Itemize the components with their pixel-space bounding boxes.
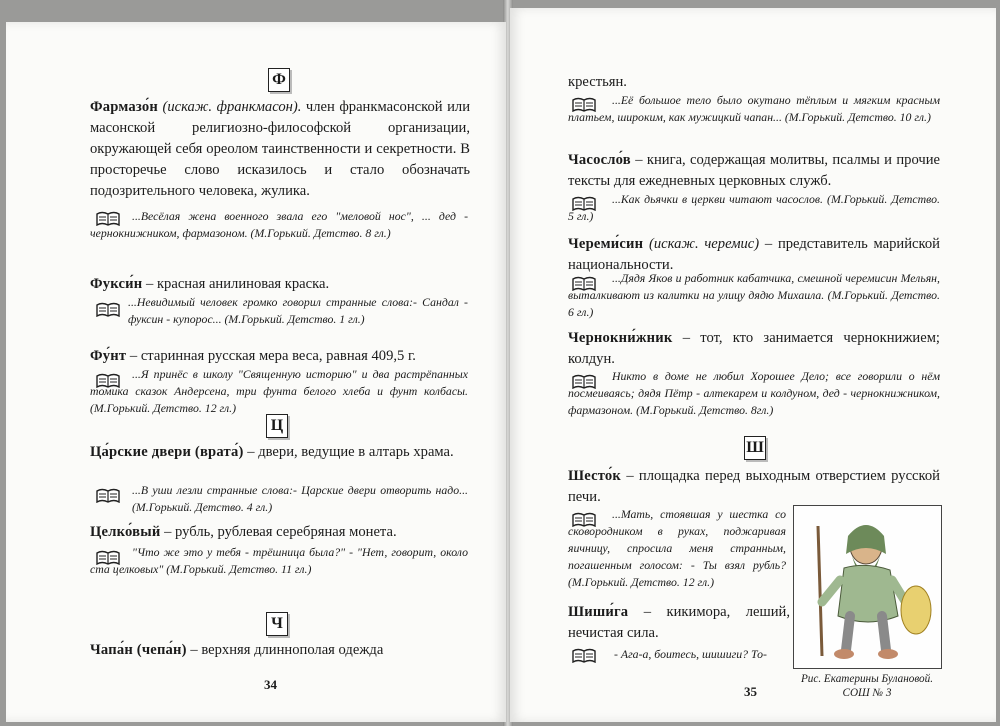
definition-chapan: – верхняя длиннополая одежда (186, 642, 384, 658)
note-farmazon: (искаж. франкмасон). (157, 99, 306, 115)
drop-cap-ch: Ч (266, 612, 288, 636)
open-book-icon (572, 648, 596, 663)
page-number-left: 34 (264, 677, 277, 692)
term-farmazon: Фармазо́н (90, 99, 158, 115)
definition-funt: – старинная русская мера веса, равная 409,5 г. (126, 348, 416, 364)
quote-shestok: ...Мать, стоявшая у шестка со сковородником в руках, поджаривая яичницу, спросила меня странным, погашенным голосом: - Ты взял рубль? (М.Горький. Детство. 12 гл.) (568, 507, 786, 589)
definition-chasoslov: – книга, содержащая молитвы, псалмы и прочие тексты для ежедневных церковных служб. (568, 152, 940, 189)
term-chapan: Чапа́н (чепа́н) (90, 642, 187, 658)
term-tsarskie-dveri: Ца́рские двери (врата́) (90, 444, 244, 460)
quote-farmazon: ...Весёлая жена военного звала его "меловой нос", ... дед - чернокнижником, фармазоном. (М.Горький. Детство. 8 гл.) (90, 209, 468, 240)
term-shishiga: Шиши́га (568, 604, 629, 620)
definition-shishiga: – кикимора, леший, нечистая сила. (568, 604, 790, 641)
illustration-frame (793, 505, 942, 669)
illustration-caption (792, 672, 942, 700)
page-number-right: 35 (744, 684, 757, 699)
illustration-old-man (794, 506, 941, 668)
drop-cap-ts: Ц (266, 414, 288, 438)
open-book-icon (96, 302, 120, 317)
entry-chasoslov (568, 150, 940, 192)
entry-tselkovy (90, 522, 470, 543)
term-chernoknizhnik: Чернокни́жник (568, 330, 673, 346)
open-book-icon (96, 488, 120, 503)
quote-funt: ...Я принёс в школу "Священную историю" и два растрёпанных томика сказок Андерсена, три фунта белого хлеба и фунт колбасы. (М.Горький. Детство. 12 гл.) (90, 367, 468, 415)
right-page (510, 8, 996, 722)
note-cheremisin: (искаж. черемис) (643, 236, 765, 252)
term-funt: Фу́нт (90, 348, 127, 364)
quote-fuksin: ...Невидимый человек громко говорил странные слова:- Сандал - фуксин - купорос... (М.Горький. Детство. 1 гл.) (128, 295, 468, 326)
drop-cap-sh: Ш (744, 436, 766, 460)
quote-chasoslov: ...Как дьячки в церкви читают часослов. (М.Горький. Детство. 5 гл.) (568, 192, 940, 223)
chapan-continuation: крестьян. (568, 74, 627, 90)
drop-cap-f: Ф (268, 68, 290, 92)
term-cheremisin: Череми́син (568, 236, 644, 252)
definition-tsarskie-dveri: – двери, ведущие в алтарь храма. (243, 444, 454, 460)
entry-shestok (568, 466, 940, 508)
entry-chapan (90, 640, 470, 661)
definition-farmazon: член франкмасонской или масонской религиозно-философской организации, окружающей себя ореолом таинственности и секретности. В просторечье слово исказилось и стало обозначать подозрительного человека, жулика. (90, 99, 471, 199)
quote-tsarskie-dveri: ...В уши лезли странные слова:- Царские двери отворить надо... (М.Горький. Детство. 4 гл.) (132, 483, 468, 514)
term-fuksin: Фукси́н (90, 276, 143, 292)
definition-chernoknizhnik: – тот, кто занимается чернокнижием; колдун. (568, 330, 940, 367)
quote-tselkovy: "Что же это у тебя - трёшница была?" - "Нет, говорит, около ста целковых" (М.Горький. Детство. 11 гл.) (90, 545, 468, 576)
quote-shishiga: - Ага-а, боитесь, шишиги? То- (614, 647, 767, 661)
definition-cheremisin: – представитель марийской национальности. (568, 236, 940, 273)
entry-tsarskie-dveri (90, 442, 470, 463)
caption-author: Рис. Екатерины Булановой. (800, 673, 934, 685)
quote-chapan: ...Её большое тело было окутано тёплым и мягким красным платьем, широким, как мужицкий чапан... (М.Горький. Детство. 10 гл.) (568, 93, 940, 124)
definition-tselkovy: – рубль, рублевая серебряная монета. (160, 524, 397, 540)
quote-cheremisin: ...Дядя Яков и работник кабатчика, смешной черемисин Мельян, выталкивают из калитки на улицу дядю Михаила. (М.Горький. Детство. 6 гл.) (568, 271, 940, 319)
term-chasoslov: Часосло́в (568, 152, 631, 168)
entry-fuksin (90, 274, 470, 295)
term-shestok: Шесто́к (568, 468, 622, 484)
entry-shishiga (568, 602, 790, 644)
left-page (6, 22, 506, 722)
quote-chernoknizhnik: Никто в доме не любил Хорошее Дело; все говорили о нём посмеиваясь; дядя Пётр - алтекарем и колдуном, дед - чернокнижником, фармазоном. (М.Горький. Детство. 8гл.) (568, 369, 940, 417)
definition-fuksin: – красная анилиновая краска. (142, 276, 330, 292)
entry-chernoknizhnik (568, 328, 940, 370)
entry-farmazon (90, 97, 470, 202)
caption-school: СОШ № 3 (842, 687, 892, 699)
term-tselkovy: Целко́вый (90, 524, 161, 540)
definition-shestok: – площадка перед выходным отверстием русской печи. (568, 468, 940, 505)
entry-funt (90, 346, 470, 367)
